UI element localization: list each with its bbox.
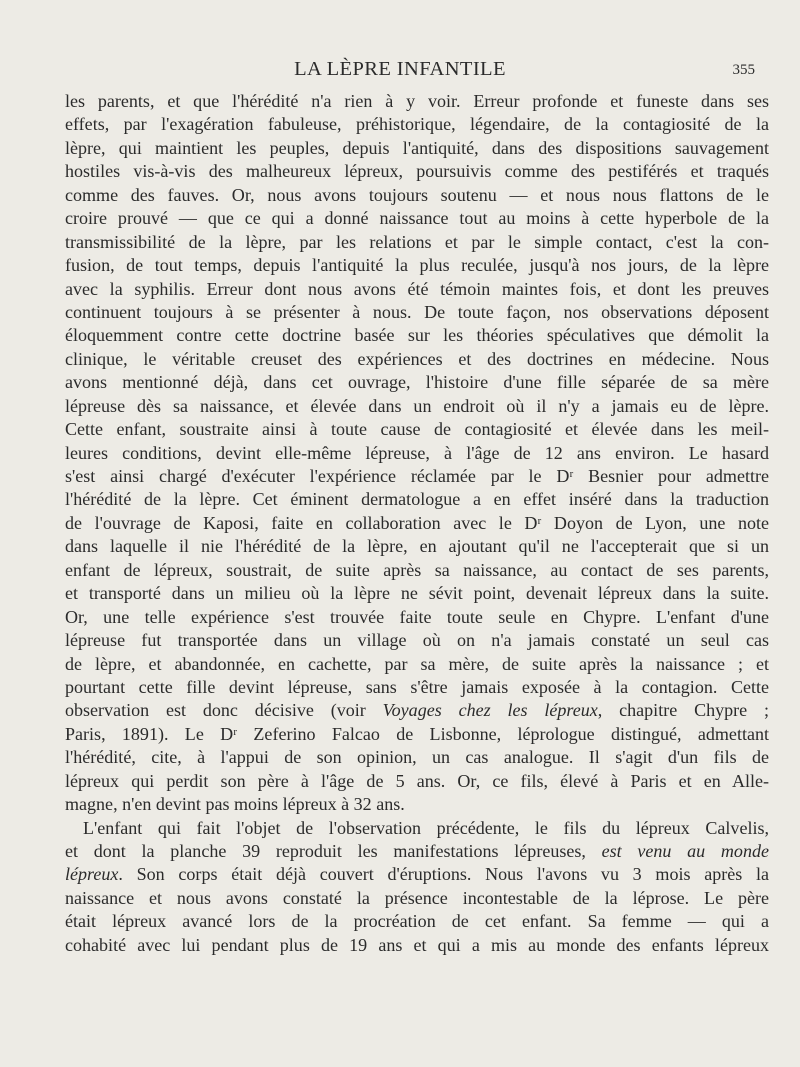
italic-phrase: lépreux <box>65 864 119 885</box>
page-number: 355 <box>732 62 755 78</box>
text-line: comme des fauves. Or, nous avons toujours soutenu — et nous nous flattons de le <box>65 184 769 205</box>
text-line: naissance et nous avons constaté la présence incontestable de la léprose. Le père <box>65 887 769 908</box>
running-title: LA LÈPRE INFANTILE <box>294 58 506 80</box>
text-line <box>65 840 769 863</box>
text-line: l'hérédité, cite, à l'appui de son opinion, un cas analogue. Il s'agit d'un fils de <box>65 747 769 768</box>
text-line: et transporté dans un milieu où la lèpre ne sévit point, devenait lépreux dans la suite. <box>65 583 769 604</box>
text-span: . Son corps était déjà couvert d'éruptions. Nous l'avons vu 3 mois après la <box>118 864 769 885</box>
text-line: lèpre, qui maintient les peuples, depuis l'antiquité, dans des dispositions sauvagement <box>65 137 769 158</box>
text-line: éloquemment contre cette doctrine basée sur les théories spéculatives que démolit la <box>65 325 769 346</box>
text-span: et dont la planche 39 reproduit les manifestations lépreuses, <box>65 841 602 861</box>
text-line: lépreux qui perdit son père à l'âge de 5 ans. Or, ce fils, élevé à Paris et en Alle- <box>65 770 769 791</box>
text-line: l'hérédité de la lèpre. Cet éminent dermatologue a en effet inséré dans la traduction <box>65 489 769 510</box>
text-line: avec la syphilis. Erreur dont nous avons été témoin maintes fois, et dont les preuves <box>65 278 769 299</box>
text-line: pourtant cette fille devint lépreuse, sans s'être jamais exposée à la contagion. Cette <box>65 676 769 697</box>
running-head <box>0 58 800 88</box>
text-line: lépreuse fut transportée dans un village où on n'a jamais constaté un seul cas <box>65 630 769 651</box>
body-text <box>65 90 769 957</box>
text-line <box>65 699 769 722</box>
text-line: Or, une telle expérience s'est trouvée faite toute seule en Chypre. L'enfant d'une <box>65 606 769 627</box>
text-line: dans laquelle il nie l'hérédité de la lèpre, en ajoutant qu'il ne l'accepterait que si un <box>65 536 769 557</box>
text-line: avons mentionné déjà, dans cet ouvrage, l'histoire d'une fille séparée de sa mère <box>65 372 769 393</box>
italic-book-title: Voyages chez les lépreux <box>382 700 598 721</box>
text-line: leures conditions, devint elle-même lépreuse, à l'âge de 12 ans environ. Le hasard <box>65 442 769 463</box>
text-line: hostiles vis-à-vis des malheureux lépreux, poursuivis comme des pestiférés et traqués <box>65 161 769 182</box>
text-line: L'enfant qui fait l'objet de l'observation précédente, le fils du lépreux Calvelis, <box>83 817 769 838</box>
text-line: de lèpre, et abandonnée, en cachette, par sa mère, de suite après la naissance ; et <box>65 653 769 674</box>
text-line: magne, n'en devint pas moins lépreux à 32 ans. <box>65 794 405 815</box>
text-line <box>65 863 769 886</box>
text-line: Paris, 1891). Le Dʳ Zeferino Falcao de Lisbonne, léprologue distingué, admettant <box>65 723 769 744</box>
text-line: s'est ainsi chargé d'exécuter l'expérience réclamée par le Dʳ Besnier pour admettre <box>65 466 769 486</box>
paragraph-1 <box>65 90 769 817</box>
text-line: continuent toujours à se présenter à nous. De toute façon, nos observations déposent <box>65 301 769 322</box>
text-line: enfant de lépreux, soustrait, de suite après sa naissance, au contact de ses parents, <box>65 559 769 580</box>
text-line: effets, par l'exagération fabuleuse, préhistorique, légendaire, de la contagiosité de la <box>65 114 769 135</box>
paragraph-2 <box>65 817 769 958</box>
text-line: de l'ouvrage de Kaposi, faite en collaboration avec le Dʳ Doyon de Lyon, une note <box>65 512 769 533</box>
text-line: fusion, de tout temps, depuis l'antiquité la plus reculée, jusqu'à nos jours, de la lèpre <box>65 255 769 276</box>
text-line: était lépreux avancé lors de la procréation de cet enfant. Sa femme — qui a <box>65 911 769 932</box>
text-line: Cette enfant, soustraite ainsi à toute cause de contagiosité et élevée dans les meil- <box>65 419 769 440</box>
text-line: clinique, le véritable creuset des expériences et des doctrines en médecine. Nous <box>65 348 769 369</box>
italic-phrase: est venu au monde <box>601 841 769 861</box>
text-span: observation est donc décisive (voir <box>65 700 383 721</box>
text-line: transmissibilité de la lèpre, par les relations et par le simple contact, c'est la con- <box>65 231 769 252</box>
text-line: les parents, et que l'hérédité n'a rien à y voir. Erreur profonde et funeste dans ses <box>65 91 769 111</box>
text-line: cohabité avec lui pendant plus de 19 ans et qui a mis au monde des enfants lépreux <box>65 934 769 955</box>
text-line: lépreuse dès sa naissance, et élevée dans un endroit où il n'y a jamais eu de lèpre. <box>65 395 769 416</box>
text-span: , chapitre Chypre ; <box>597 700 770 721</box>
text-line: croire prouvé — que ce qui a donné naissance tout au moins à cette hyperbole de la <box>65 208 769 229</box>
